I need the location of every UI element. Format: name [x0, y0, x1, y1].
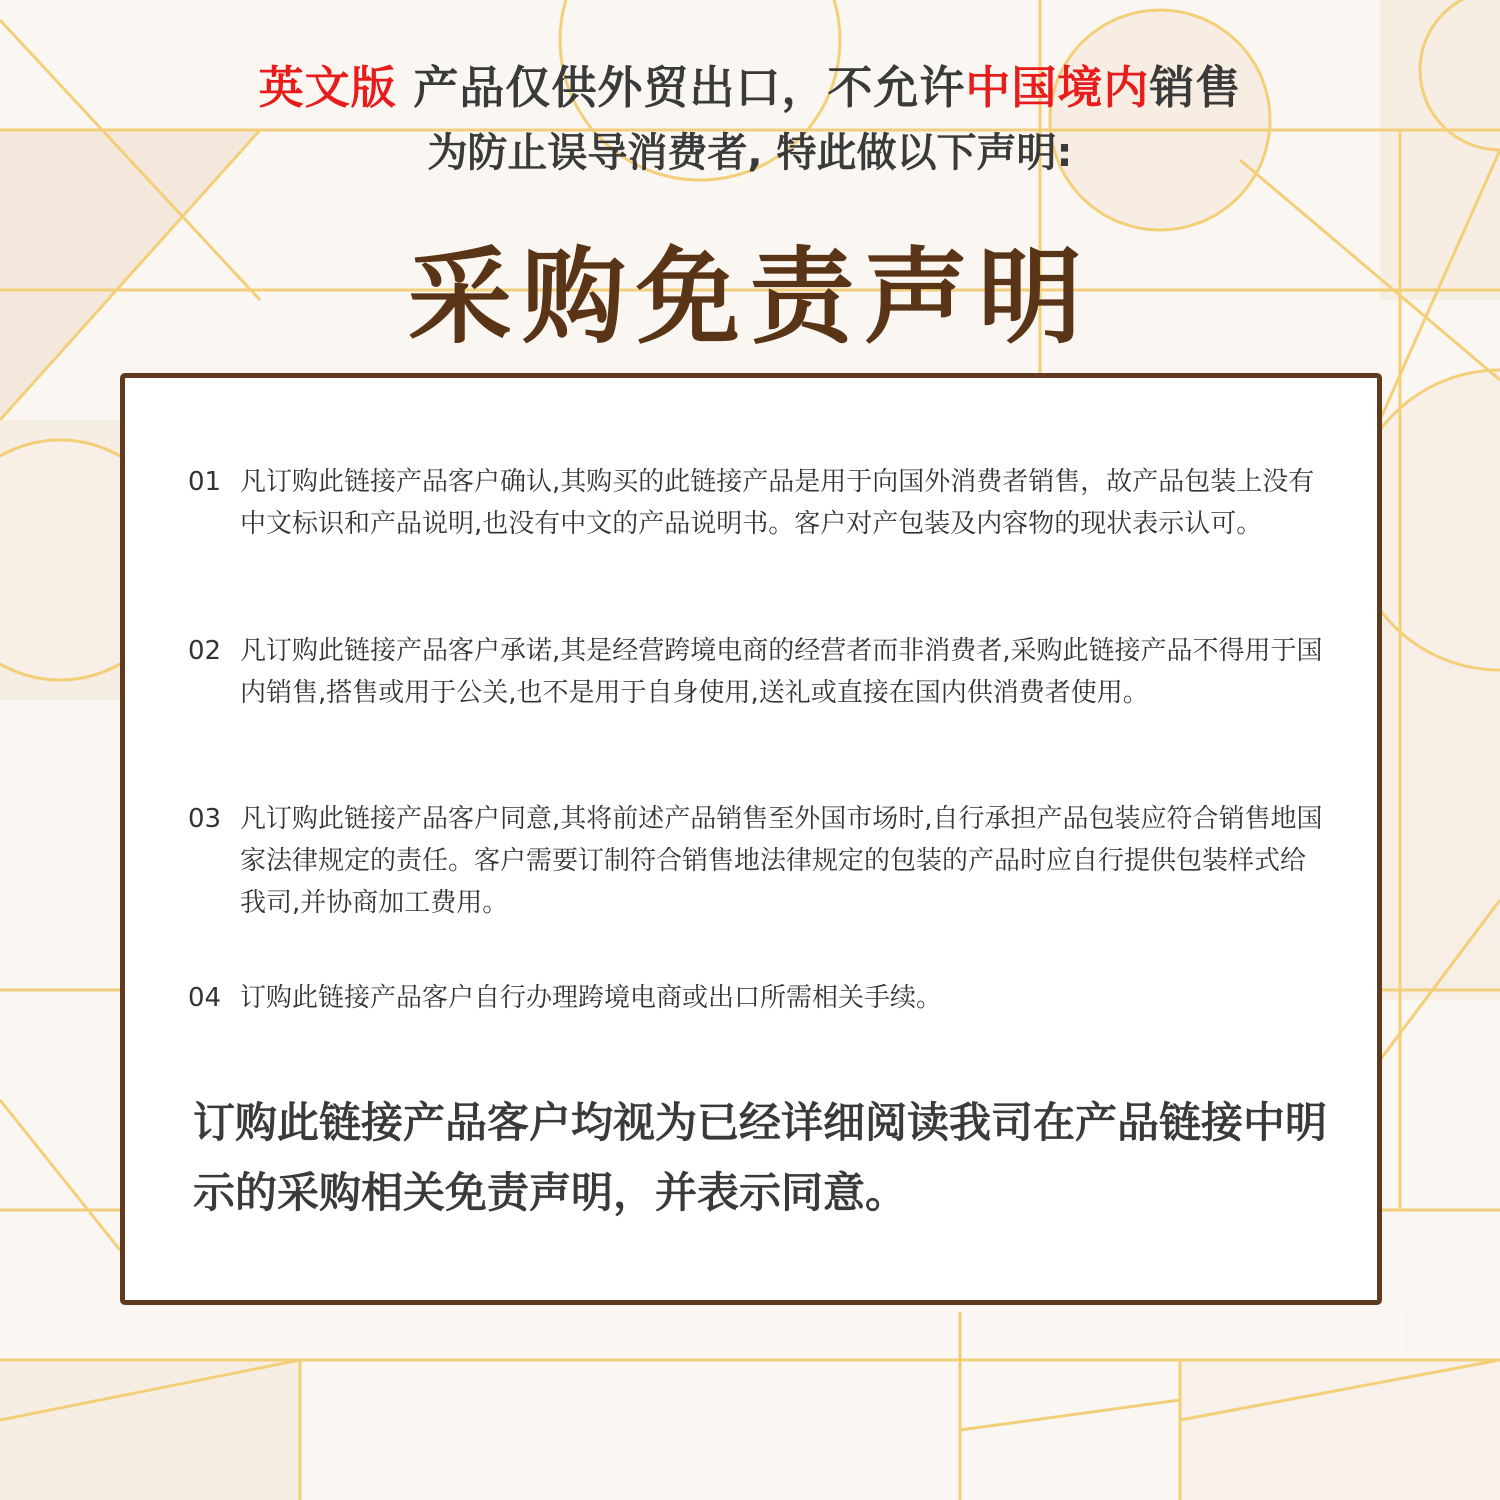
china-domestic-label: 中国境内 [965, 61, 1150, 114]
item-text: 凡订购此链接产品客户承诺,其是经营跨境电商的经营者而非消费者,采购此链接产品不得用于国内销售,搭售或用于公关,也不是用于自身使用,送礼或直接在国内供消费者使用。 [240, 636, 1323, 708]
english-version-label: 英文版 [258, 61, 397, 114]
export-notice [0, 60, 1500, 116]
header [0, 60, 1500, 178]
page-title: 采购免责声明 [407, 236, 1092, 358]
disclaimer-panel [120, 373, 1382, 1305]
item-number: 02 [188, 636, 222, 666]
disclaimer-item [188, 977, 1328, 1019]
item-text: 订购此链接产品客户自行办理跨境电商或出口所需相关手续。 [240, 983, 943, 1013]
item-text: 凡订购此链接产品客户同意,其将前述产品销售至外国市场时,自行承担产品包装应符合销售地国家法律规定的责任。客户需要订制符合销售地法律规定的包装的产品时应自行提供包装样式给我司,并协商加工费用。 [240, 804, 1323, 918]
item-number: 03 [188, 804, 222, 834]
item-text: 凡订购此链接产品客户确认,其购买的此链接产品是用于向国外消费者销售，故产品包装上没有中文标识和产品说明,也没有中文的产品说明书。客户对产包装及内容物的现状表示认可。 [240, 467, 1315, 539]
disclaimer-item [188, 798, 1328, 924]
declaration-intro: 为防止误导消费者, 特此做以下声明: [427, 130, 1073, 176]
disclaimer-item [188, 630, 1328, 714]
disclaimer-item [188, 461, 1328, 545]
export-notice-end: 销售 [1149, 61, 1242, 114]
closing-statement: 订购此链接产品客户均视为已经详细阅读我司在产品链接中明示的采购相关免责声明，并表示同意。 [193, 1098, 1328, 1217]
item-number: 01 [188, 467, 222, 497]
item-number: 04 [188, 983, 222, 1013]
export-notice-middle: 产品仅供外贸出口，不允许 [396, 61, 966, 114]
